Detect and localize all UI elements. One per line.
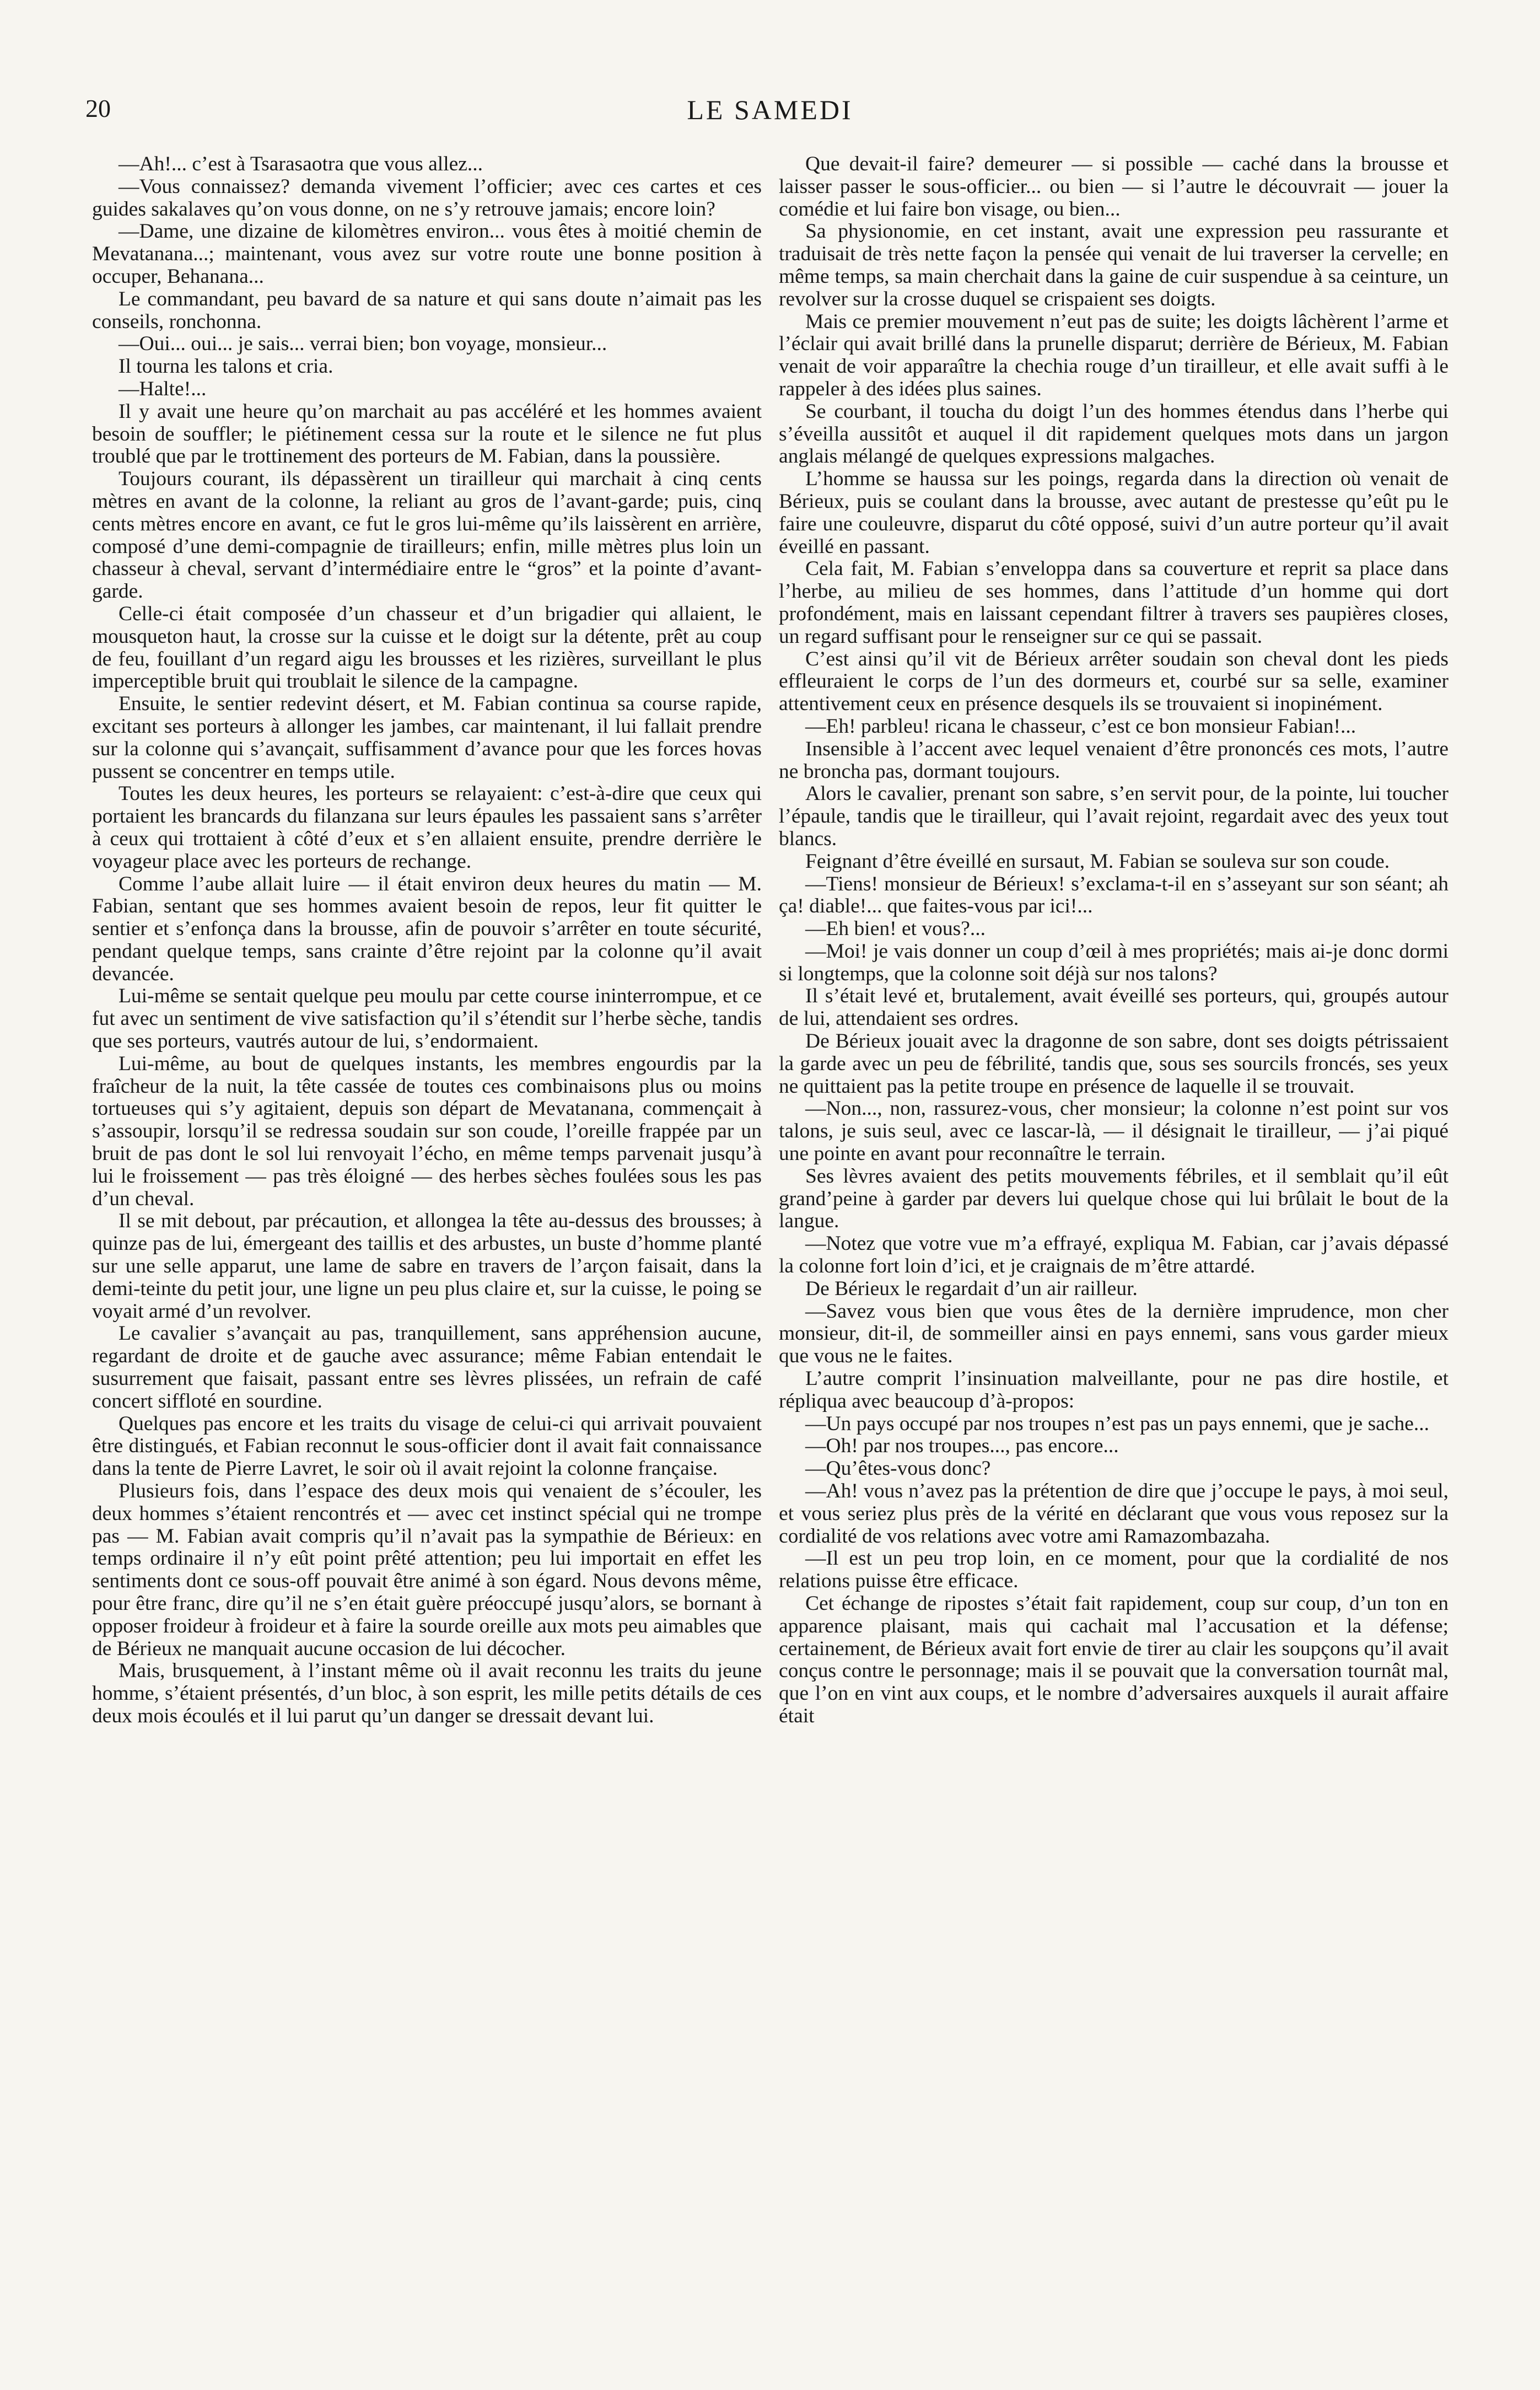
right-column-paragraph: —Tiens! monsieur de Bérieux! s’exclama-t-il en s’asseyant sur son séant; ah ça! diable!... que faites-vous par ici!... [779, 872, 1449, 918]
left-column-paragraph: Plusieurs fois, dans l’espace des deux mois qui venaient de s’écouler, les deux hommes s’étaient rencontrés et — avec cet instinct spécial qui ne trompe pas — M. Fabian avait compris qu’il n’avait pas la sympathie de Bérieux: en temps ordinaire il n’y eût point prêté attention; peu lui importait en effet les sentiments dont ce sous-off pouvait être animé à son égard. Nous devons même, pour être franc, dire qu’il ne s’en était guère préoccupé jusqu’alors, se bornant à opposer froideur à froideur et à faire la sourde oreille aux mots peu aimables que de Bérieux ne manquait aucune occasion de lui décocher. [92, 1480, 762, 1660]
left-column-paragraph: Le cavalier s’avançait au pas, tranquillement, sans appréhension aucune, regardant de droite et de gauche avec assurance; même Fabian entendait le susurrement que faisait, passant entre ses lèvres plissées, un refrain de café concert siffloté en sourdine. [92, 1322, 762, 1412]
right-column-paragraph: —Eh bien! et vous?... [805, 917, 986, 941]
right-column-paragraph: —Ah! vous n’avez pas la prétention de dire que j’occupe le pays, à moi seul, et vous seriez plus près de la vérité en déclarant que vous vous reposez sur la cordialité de vos relations avec votre ami Ramazombazaha. [779, 1480, 1449, 1548]
left-column-paragraph: Lui-même, au bout de quelques instants, les membres engourdis par la fraîcheur de la nuit, la tête cassée de toutes ces combinaisons plus ou moins tortueuses qui s’y agitaient, depuis son départ de Mevatanana, commençait à s’assoupir, lorsqu’il se redressa soudain sur son coude, l’oreille frappée par un bruit de pas dont le sol lui renvoyait l’écho, en même temps parvenait jusqu’à lui le froissement — pas très éloigné — des herbes sèches foulées sous les pas d’un cheval. [92, 1052, 762, 1210]
right-column-paragraph: De Bérieux le regardait d’un air railleur. [805, 1277, 1138, 1300]
right-column-paragraph: C’est ainsi qu’il vit de Bérieux arrêter soudain son cheval dont les pieds effleuraient le corps de l’un des dormeurs et, courbé sur sa selle, examiner attentivement ceux en présence desquels ils se trouvaient si inopinément. [779, 647, 1449, 716]
right-column-paragraph: —Eh! parbleu! ricana le chasseur, c’est ce bon monsieur Fabian!... [805, 715, 1356, 738]
right-column-paragraph: Cet échange de ripostes s’était fait rapidement, coup sur coup, d’un ton en apparence plaisant, mais qui cachait mal l’accusation et la défense; certainement, de Bérieux avait fort envie de tirer au clair les soupçons qu’il avait conçus contre le personnage; mais il se pouvait que la conversation tournât mal, que l’on en vint aux coups, et le nombre d’adversaires auxquels il aurait affaire était [779, 1592, 1449, 1727]
left-column-paragraph: Il tourna les talons et cria. [119, 355, 333, 378]
right-column-paragraph: —Il est un peu trop loin, en ce moment, pour que la cordialité de nos relations puisse être efficace. [779, 1547, 1449, 1593]
left-column-paragraph: Comme l’aube allait luire — il était environ deux heures du matin — M. Fabian, sentant que ses hommes avaient besoin de repos, leur fit quitter le sentier et s’enfonça dans la brousse, afin de pouvoir s’arrêter en toute sécurité, pendant quelque temps, sans crainte d’être rejoint par la colonne qu’il avait devancée. [92, 872, 762, 985]
left-column-paragraph: Il se mit debout, par précaution, et allongea la tête au-dessus des brousses; à quinze pas de lui, émergeant des taillis et des arbustes, un buste d’homme planté sur une selle apparut, une lame de sabre en travers de l’arçon faisait, dans la demi-teinte du petit jour, une ligne un peu plus claire et, sur la cuisse, le poing se voyait armé d’un revolver. [92, 1210, 762, 1323]
left-column-paragraph: Celle-ci était composée d’un chasseur et d’un brigadier qui allaient, le mousqueton haut, la crosse sur la cuisse et le doigt sur la détente, prêt au coup de feu, fouillant d’un regard aigu les brousses et les rizières, surveillant le plus imperceptible bruit qui troublait le silence de la campagne. [92, 602, 762, 693]
right-column-paragraph: —Non..., non, rassurez-vous, cher monsieur; la colonne n’est point sur vos talons, je suis seul, avec ce lascar-là, — il désignait le tirailleur, — j’ai piqué une pointe en avant pour reconnaître le terrain. [779, 1097, 1449, 1166]
left-column-paragraph: —Halte!... [119, 377, 207, 400]
left-column-paragraph: —Oui... oui... je sais... verrai bien; bon voyage, monsieur... [119, 332, 607, 356]
left-column-paragraph: Lui-même se sentait quelque peu moulu par cette course ininterrompue, et ce fut avec un sentiment de vive satisfaction qu’il s’étendit sur l’herbe sèche, tandis que ses porteurs, vautrés autour de lui, s’endormaient. [92, 985, 762, 1053]
right-column-paragraph: Il s’était levé et, brutalement, avait éveillé ses porteurs, qui, groupés autour de lui, attendaient ses ordres. [779, 985, 1449, 1030]
left-column-paragraph: Ensuite, le sentier redevint désert, et M. Fabian continua sa course rapide, excitant ses porteurs à allonger les jambes, car maintenant, il lui fallait prendre sur la colonne qui s’avançait, suffisamment d’avance pour que les forces hovas pussent se concentrer en temps utile. [92, 692, 762, 783]
right-column-paragraph: Sa physionomie, en cet instant, avait une expression peu rassurante et traduisait de très nette façon la pensée qui venait de lui traverser la cervelle; en même temps, sa main cherchait dans la gaine de cuir suspendue à sa ceinture, un revolver sur la crosse duquel se crispaient ses doigts. [779, 220, 1449, 310]
left-column-paragraph: —Ah!... c’est à Tsarasaotra que vous allez... [119, 153, 483, 175]
right-column-paragraph: Feignant d’être éveillé en sursaut, M. Fabian se souleva sur son coude. [805, 850, 1390, 873]
right-column-paragraph: Cela fait, M. Fabian s’enveloppa dans sa couverture et reprit sa place dans l’herbe, au milieu de ses hommes, dans l’attitude d’un homme qui dort profondément, mais en laissant cependant filtrer à travers ses paupières closes, un regard suffisant pour le renseigner sur ce qui se passait. [779, 557, 1449, 648]
left-column-paragraph: —Dame, une dizaine de kilomètres environ... vous êtes à moitié chemin de Mevatanana...; maintenant, vous avez sur votre route une bonne position à occuper, Behanana... [92, 220, 762, 288]
right-column-paragraph: —Qu’êtes-vous donc? [805, 1457, 991, 1480]
page-header [0, 94, 1540, 132]
page-number: 20 [85, 94, 111, 122]
right-column-paragraph: —Moi! je vais donner un coup d’œil à mes propriétés; mais ai-je donc dormi si longtemps, que la colonne soit déjà sur nos talons? [779, 939, 1449, 985]
left-column-paragraph: —Vous connaissez? demanda vivement l’officier; avec ces cartes et ces guides sakalaves qu’on vous donne, on ne s’y retrouve jamais; encore loin? [92, 175, 762, 221]
right-column-paragraph: —Savez vous bien que vous êtes de la dernière imprudence, mon cher monsieur, dit-il, de sommeiller ainsi en pays ennemi, sans vous garder mieux que vous ne le faites. [779, 1299, 1449, 1368]
right-column-paragraph: Mais ce premier mouvement n’eut pas de suite; les doigts lâchèrent l’arme et l’éclair qui avait brillé dans la prunelle disparut; derrière de Bérieux, M. Fabian venait de voir apparaître la chechia rouge d’un tirailleur, et elle avait suffi à le rappeler à des idées plus saines. [779, 310, 1449, 400]
right-column-paragraph: —Oh! par nos troupes..., pas encore... [805, 1435, 1119, 1458]
left-column-paragraph: Le commandant, peu bavard de sa nature et qui sans doute n’aimait pas les conseils, ronchonna. [92, 287, 762, 333]
right-column-paragraph: L’autre comprit l’insinuation malveillante, pour ne pas dire hostile, et répliqua avec beaucoup d’à-propos: [779, 1367, 1449, 1412]
left-column-paragraph: Mais, brusquement, à l’instant même où il avait reconnu les traits du jeune homme, s’étaient présentés, d’un bloc, à son esprit, les mille petits détails de ces deux mois écoulés et il lui parut qu’un danger se dressait devant lui. [92, 1659, 762, 1727]
left-column-paragraph: Toujours courant, ils dépassèrent un tirailleur qui marchait à cinq cents mètres en avant de la colonne, la reliant au gros de l’avant-garde; puis, cinq cents mètres encore en avant, ce fut le gros lui-même qu’ils laissèrent en arrière, composé d’une demi-compagnie de tirailleurs; enfin, mille mètres plus loin un chasseur à cheval, servant d’intermédiaire entre le “gros” et la pointe d’avant-garde. [92, 468, 762, 603]
right-column-paragraph: —Un pays occupé par nos troupes n’est pas un pays ennemi, que je sache... [805, 1412, 1429, 1435]
right-text-column [779, 153, 1449, 2348]
right-column-paragraph: Se courbant, il toucha du doigt l’un des hommes étendus dans l’herbe qui s’éveilla aussitôt et auquel il dit rapidement quelques mots dans un jargon anglais mélangé de quelques expressions malgaches. [779, 400, 1449, 468]
right-column-paragraph: Alors le cavalier, prenant son sabre, s’en servit pour, de la pointe, lui toucher l’épaule, tandis que le tirailleur, qui l’avait rejoint, regardait avec des yeux tout blancs. [779, 782, 1449, 850]
right-column-paragraph: —Notez que votre vue m’a effrayé, expliqua M. Fabian, car j’avais dépassé la colonne fort loin d’ici, et je craignais de m’être attardé. [779, 1232, 1449, 1278]
left-column-paragraph: Il y avait une heure qu’on marchait au pas accéléré et les hommes avaient besoin de souffler; le piétinement cessa sur la route et le silence ne fut plus troublé que par le trottinement des porteurs de M. Fabian, dans la poussière. [92, 400, 762, 468]
right-column-paragraph: Que devait-il faire? demeurer — si possible — caché dans la brousse et laisser passer le sous-officier... ou bien — si l’autre le découvrait — jouer la comédie et lui faire bon visage, ou bien... [779, 153, 1449, 221]
right-column-paragraph: Ses lèvres avaient des petits mouvements fébriles, et il semblait qu’il eût grand’peine à garder par devers lui quelque chose qui lui brûlait le bout de la langue. [779, 1164, 1449, 1233]
right-column-paragraph: Insensible à l’accent avec lequel venaient d’être prononcés ces mots, l’autre ne broncha pas, dormant toujours. [779, 737, 1449, 783]
left-text-column [92, 153, 762, 2348]
left-column-paragraph: Quelques pas encore et les traits du visage de celui-ci qui arrivait pouvaient être distingués, et Fabian reconnut le sous-officier dont il avait fait connaissance dans la tente de Pierre Lavret, le soir où il avait rejoint la colonne française. [92, 1412, 762, 1480]
right-column-paragraph: L’homme se haussa sur les poings, regarda dans la direction où venait de Bérieux, puis se coulant dans la brousse, avec autant de prestesse qu’eût pu le faire une couleuvre, disparut du côté opposé, suivi d’un autre porteur qu’il avait éveillé en passant. [779, 468, 1449, 558]
left-column-paragraph: Toutes les deux heures, les porteurs se relayaient: c’est-à-dire que ceux qui portaient les brancards du filanzana sur leurs épaules les passaient sans s’arrêter à ceux qui trottaient à côté d’eux et s’en allaient ensuite, prendre derrière le voyageur place avec les porteurs de rechange. [92, 782, 762, 873]
running-title: LE SAMEDI [687, 94, 853, 125]
right-column-paragraph: De Bérieux jouait avec la dragonne de son sabre, dont ses doigts pétrissaient la garde avec un peu de fébrilité, tandis que, sous ses sourcils froncés, ses yeux ne quittaient pas la petite troupe en présence de laquelle il se trouvait. [779, 1030, 1449, 1098]
